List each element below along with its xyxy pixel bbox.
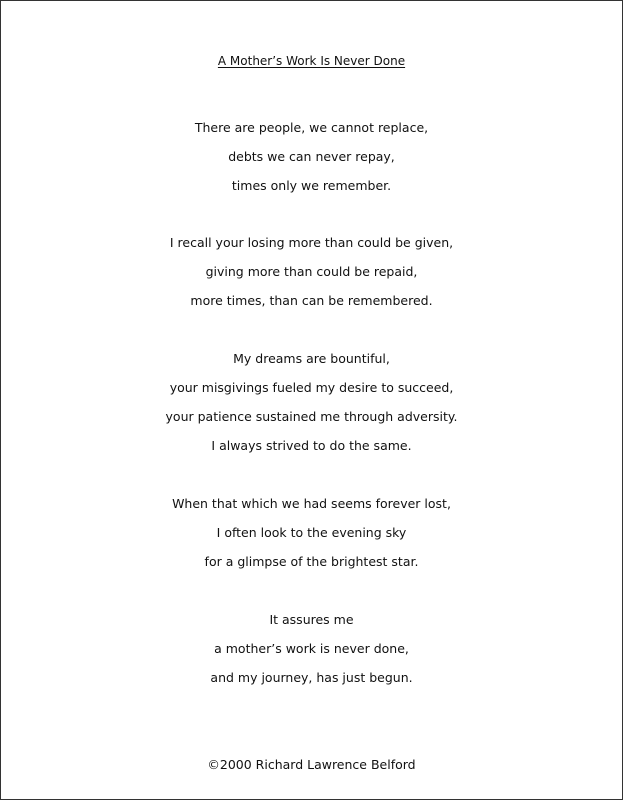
poem-line: giving more than could be repaid, [205,264,418,279]
poem-line: There are people, we cannot replace, [194,120,429,135]
poem-line: I recall your losing more than could be given, [169,235,454,250]
stanza-3 [1,351,622,467]
poem-title: A Mother’s Work Is Never Done [217,54,406,68]
stanza-5 [1,612,622,699]
poem-line: My dreams are bountiful, [233,351,390,366]
poem-line: a mother’s work is never done, [214,641,409,656]
poem-line: your patience sustained me through adversity. [165,409,458,424]
stanza-4 [1,496,622,583]
poem-line: times only we remember. [231,178,392,193]
poem-line: I often look to the evening sky [216,525,407,540]
poem-line: more times, than can be remembered. [190,293,433,308]
copyright-notice: ©2000 Richard Lawrence Belford [207,757,416,772]
poem-line: I always strived to do the same. [211,438,412,453]
poem-line: for a glimpse of the brightest star. [204,554,419,569]
poem-line: your misgivings fueled my desire to succeed, [169,380,454,395]
stanza-1 [1,120,622,207]
poem-line: and my journey, has just begun. [210,670,413,685]
poem-line: debts we can never repay, [228,149,395,164]
stanza-2 [1,235,622,322]
poem-line: It assures me [269,612,354,627]
poem-line: When that which we had seems forever lost, [172,496,451,511]
